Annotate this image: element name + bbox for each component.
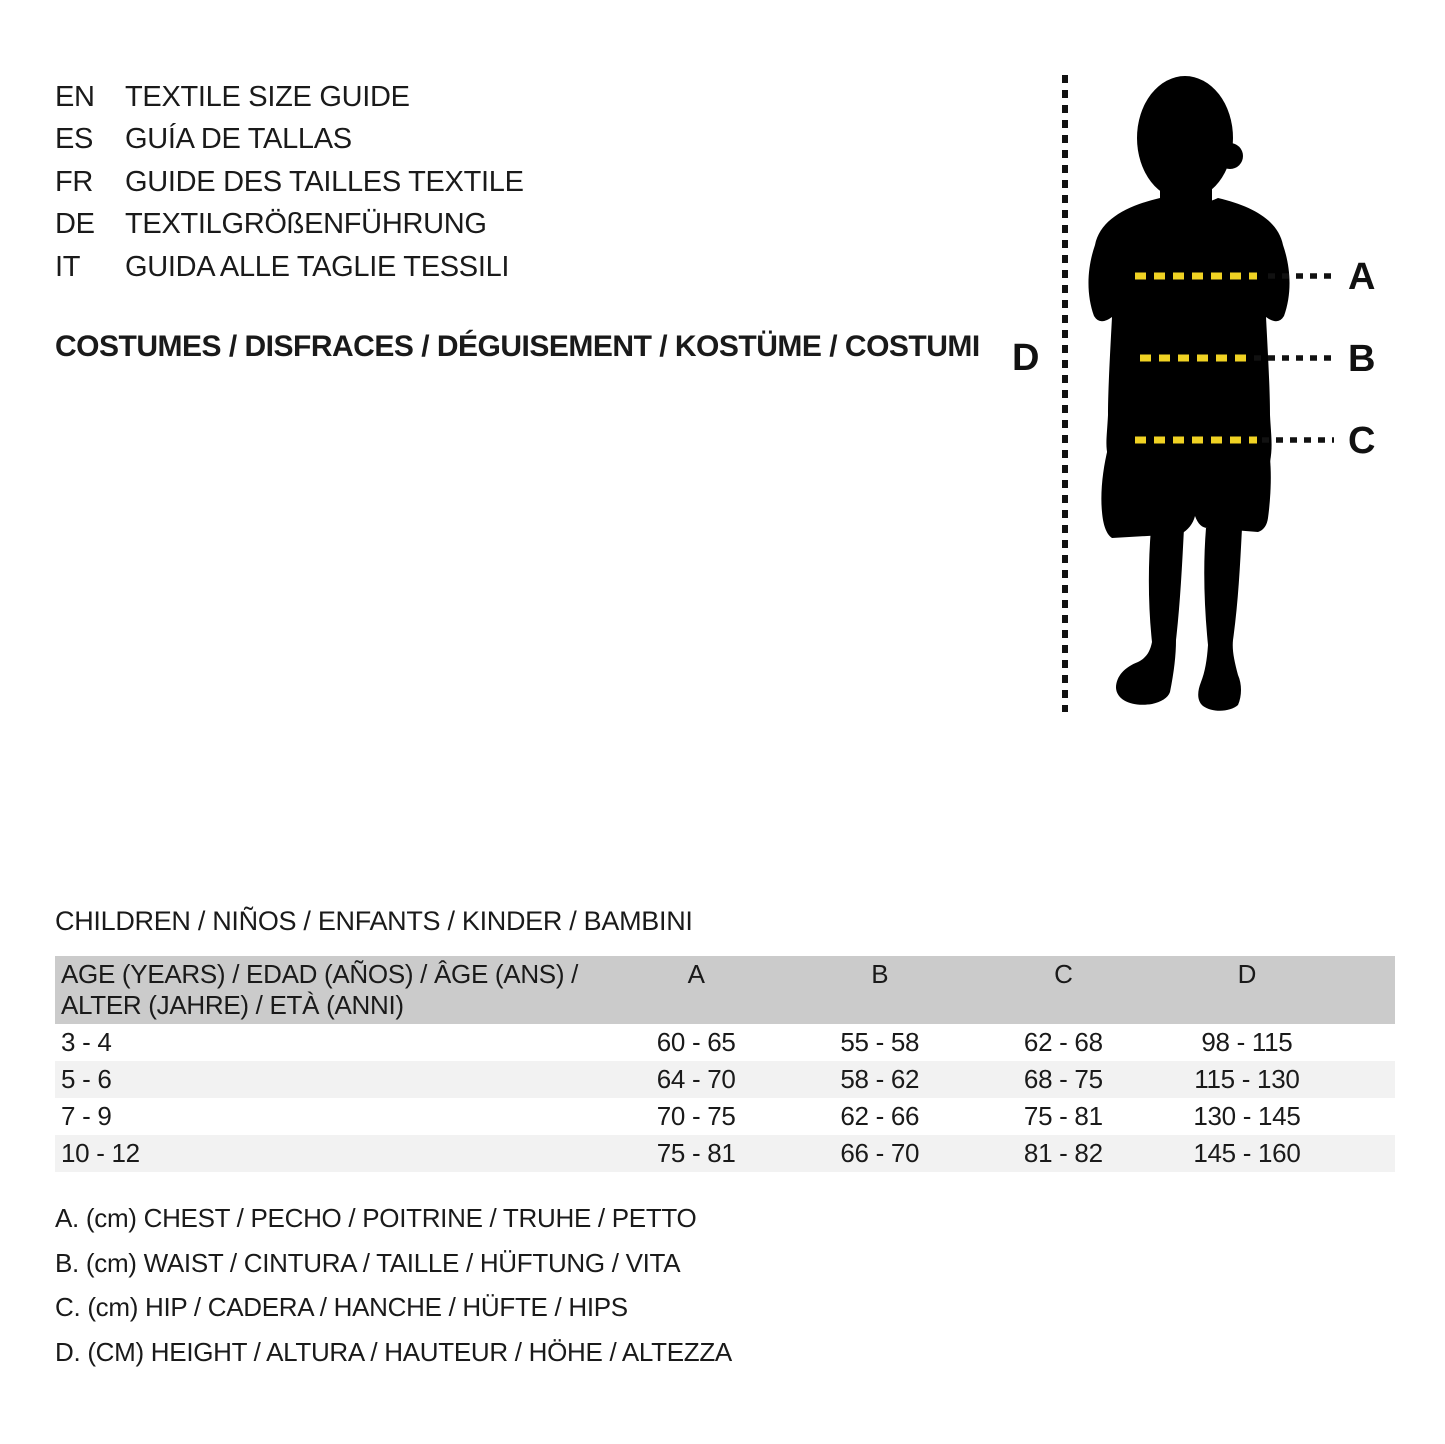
- table-row: 3 - 4 60 - 65 55 - 58 62 - 68 98 - 115: [61, 1027, 1293, 1057]
- measurement-diagram: [1000, 60, 1445, 730]
- measurement-legend: [55, 1196, 732, 1374]
- label-waist: B: [1348, 338, 1376, 380]
- size-table: [55, 956, 1395, 1172]
- legend-chest: A. (cm) CHEST / PECHO / POITRINE / TRUHE / PETTO: [55, 1203, 697, 1233]
- column-header-a: A: [687, 959, 705, 989]
- language-row: [55, 76, 524, 119]
- legend-waist: B. (cm) WAIST / CINTURA / TAILLE / HÜFTUNG / VITA: [55, 1247, 681, 1278]
- language-row: [55, 119, 524, 162]
- language-code: FR: [55, 165, 94, 198]
- label-chest: A: [1348, 256, 1376, 298]
- table-row: 5 - 6 64 - 70 58 - 62 68 - 75 115 - 130: [55, 1061, 1395, 1098]
- language-title: TEXTILGRÖßENFÜHRUNG: [125, 208, 487, 241]
- language-code: EN: [55, 80, 95, 113]
- column-header-b: B: [871, 959, 889, 989]
- legend-height: D. (CM) HEIGHT / ALTURA / HAUTEUR / HÖHE / ALTEZZA: [55, 1336, 732, 1367]
- language-title: GUIDE DES TAILLES TEXTILE: [125, 165, 524, 198]
- table-row: 7 - 9 70 - 75 62 - 66 75 - 81 130 - 145: [61, 1101, 1301, 1131]
- age-column-header: AGE (YEARS) / EDAD (AÑOS) / ÂGE (ANS) / ALTER (JAHRE) / ETÀ (ANNI): [61, 959, 579, 1020]
- language-title: TEXTILE SIZE GUIDE: [125, 80, 410, 113]
- language-row: [55, 161, 524, 204]
- section-title-children: CHILDREN / NIÑOS / ENFANTS / KINDER / BAMBINI: [55, 906, 693, 936]
- language-code: IT: [55, 250, 81, 283]
- language-code: ES: [55, 123, 94, 156]
- language-row: [55, 204, 524, 247]
- language-row: [55, 246, 524, 289]
- column-header-c: C: [1054, 959, 1073, 989]
- table-row: 10 - 12 75 - 81 66 - 70 81 - 82 145 - 160: [55, 1135, 1395, 1172]
- category-title: COSTUMES / DISFRACES / DÉGUISEMENT / KOSTÜME / COSTUMI: [55, 330, 980, 363]
- column-header-d: D: [1237, 959, 1257, 989]
- child-silhouette-icon: [1088, 76, 1289, 711]
- table-header-row: [55, 956, 1395, 1024]
- figure-svg: [1000, 60, 1445, 730]
- legend-hip: C. (cm) HIP / CADERA / HANCHE / HÜFTE / HIPS: [55, 1292, 628, 1322]
- label-hip: C: [1348, 420, 1376, 462]
- language-list: [55, 76, 524, 289]
- language-title: GUIDA ALLE TAGLIE TESSILI: [125, 250, 510, 283]
- label-height: D: [1012, 337, 1040, 379]
- language-code: DE: [55, 208, 95, 241]
- language-title: GUÍA DE TALLAS: [125, 123, 352, 156]
